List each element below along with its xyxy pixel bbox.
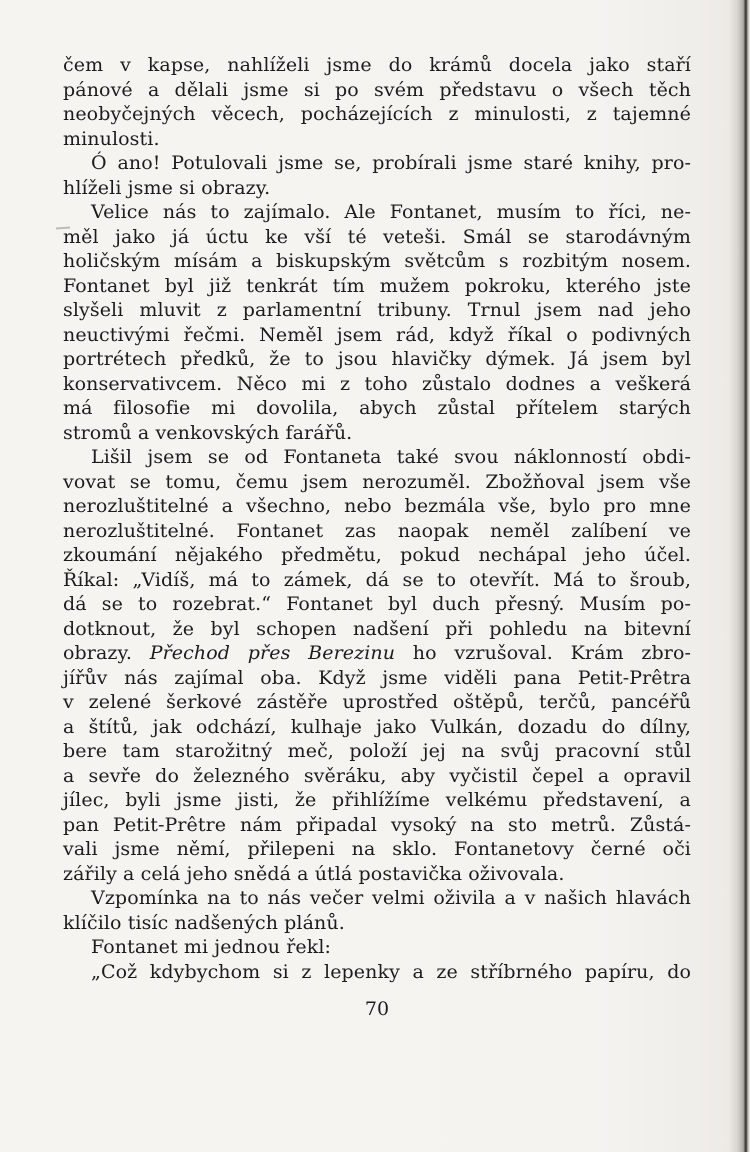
text-segment: pan Petit-Prêtre nám připadal vysoký na sto metrů. Zůstá- bbox=[63, 813, 691, 836]
text-line bbox=[63, 617, 691, 642]
text-segment: pánové a dělali jsme si po svém představu o všech těch bbox=[63, 78, 691, 101]
text-segment: zářily a celá jeho snědá a útlá postavička oživovala. bbox=[63, 862, 565, 885]
text-segment: má filosofie mi dovolila, abych zůstal přítelem starých bbox=[63, 397, 691, 419]
text-line bbox=[63, 176, 691, 201]
text-line bbox=[63, 519, 691, 544]
text-line bbox=[63, 715, 691, 740]
text-segment: „Což kdybychom si z lepenky a ze stříbrného papíru, do bbox=[91, 960, 691, 983]
text-line bbox=[63, 200, 691, 225]
text-line bbox=[63, 666, 691, 691]
text-segment: slyšeli mluvit z parlamentní tribuny. Trnul jsem nad jeho bbox=[63, 299, 691, 321]
text-line bbox=[63, 837, 691, 862]
text-segment: a sevře do železného svěráku, aby vyčistil čepel a opravil bbox=[63, 764, 691, 787]
page-binding-edge-shadow bbox=[728, 0, 750, 1152]
text-segment: a štítů, jak odchází, kulhaje jako Vulkán, dozadu do dílny, bbox=[63, 715, 691, 738]
text-segment: v zelené šerkové zástěře uprostřed oštěpů, terčů, pancéřů bbox=[63, 691, 691, 713]
italic-phrase: Přechod přes Berezinu bbox=[149, 642, 396, 664]
text-line bbox=[63, 249, 691, 274]
text-segment: minulosti. bbox=[63, 127, 160, 150]
text-segment: nerozluštitelné a všechno, nebo bezmála vše, bylo pro mne bbox=[63, 495, 691, 517]
text-segment: čem v kapse, nahlíželi jsme do krámů docela jako staří bbox=[63, 54, 691, 76]
text-line bbox=[63, 911, 691, 936]
text-line bbox=[63, 690, 691, 715]
text-segment: jílec, byli jsme jisti, že přihlížíme velkému představení, a bbox=[63, 789, 691, 811]
text-line bbox=[63, 543, 691, 568]
text-line bbox=[63, 862, 691, 887]
text-line bbox=[63, 813, 691, 838]
text-line bbox=[63, 53, 691, 78]
text-segment: Fontanet byl již tenkrát tím mužem pokroku, kterého jste bbox=[63, 274, 691, 297]
text-segment: holičským mísám a biskupským světcům s rozbitým nosem. bbox=[63, 250, 691, 272]
text-segment: zkoumání nějakého předmětu, pokud nechápal jeho účel. bbox=[63, 544, 691, 566]
text-segment: Vzpomínka na to nás večer velmi oživila a v našich hlavách bbox=[91, 887, 691, 909]
text-line bbox=[63, 396, 691, 421]
text-segment: stromů a venkovských farářů. bbox=[63, 421, 353, 444]
text-segment: Velice nás to zajímalo. Ale Fontanet, musím to říci, ne- bbox=[91, 201, 691, 223]
page-number: 70 bbox=[364, 998, 390, 1020]
text-segment: konservativcem. Něco mi z toho zůstalo dodnes a veškerá bbox=[63, 372, 691, 395]
text-line bbox=[63, 421, 691, 446]
text-segment: neuctivými řečmi. Neměl jsem rád, když říkal o podivných bbox=[63, 323, 691, 346]
text-segment: dá se to rozebrat.“ Fontanet byl duch přesný. Musím po- bbox=[63, 593, 691, 615]
text-segment: portrétech předků, že to jsou hlavičky dýmek. Já jsem byl bbox=[63, 348, 691, 370]
text-segment: bere tam starožitný meč, položí jej na svůj pracovní stůl bbox=[63, 740, 691, 762]
text-line bbox=[63, 935, 691, 960]
text-line bbox=[63, 494, 691, 519]
text-segment: klíčilo tisíc nadšených plánů. bbox=[63, 911, 345, 934]
text-line bbox=[63, 592, 691, 617]
text-segment: jířův nás zajímal oba. Když jsme viděli pana Petit-Prêtra bbox=[63, 666, 691, 689]
text-segment: Říkal: „Vidíš, má to zámek, dá se to otevřít. Má to šroub, bbox=[63, 568, 691, 591]
text-segment: nerozluštitelné. Fontanet zas naopak neměl zalíbení ve bbox=[63, 519, 691, 542]
text-segment: dotknout, že byl schopen nadšení při pohledu na bitevní bbox=[63, 617, 691, 640]
text-line bbox=[63, 298, 691, 323]
text-segment: neobyčejných věcech, pocházejících z minulosti, z tajemné bbox=[63, 103, 691, 125]
text-segment: vovat se tomu, čemu jsem nerozuměl. Zbožňoval jsem vše bbox=[63, 470, 691, 493]
text-line bbox=[63, 78, 691, 103]
text-block bbox=[63, 53, 691, 984]
text-segment: ho vzrušoval. Krám zbro- bbox=[395, 642, 691, 664]
text-line bbox=[63, 764, 691, 789]
text-line bbox=[63, 127, 691, 152]
text-line bbox=[63, 886, 691, 911]
text-line bbox=[63, 225, 691, 250]
text-segment: Ó ano! Potulovali jsme se, probírali jsme staré knihy, pro- bbox=[91, 152, 691, 174]
text-line bbox=[63, 470, 691, 495]
text-line bbox=[63, 641, 691, 666]
text-segment: Fontanet mi jednou řekl: bbox=[91, 936, 332, 958]
text-line bbox=[63, 445, 691, 470]
text-line bbox=[63, 323, 691, 348]
text-line bbox=[63, 568, 691, 593]
text-line bbox=[63, 739, 691, 764]
text-segment: hlíželi jsme si obrazy. bbox=[63, 176, 271, 199]
text-line bbox=[63, 347, 691, 372]
text-segment: obrazy. bbox=[63, 642, 150, 664]
text-line bbox=[63, 372, 691, 397]
text-segment: Lišil jsem se od Fontaneta také svou náklonností obdi- bbox=[91, 446, 691, 468]
text-segment: měl jako já úctu ke vší té veteši. Smál se starodávným bbox=[63, 225, 691, 248]
text-line bbox=[63, 102, 691, 127]
text-line bbox=[63, 960, 691, 985]
text-line bbox=[63, 151, 691, 176]
text-line bbox=[63, 788, 691, 813]
text-segment: vali jsme němí, přilepeni na sklo. Fontanetovy černé oči bbox=[63, 838, 691, 860]
text-line bbox=[63, 274, 691, 299]
